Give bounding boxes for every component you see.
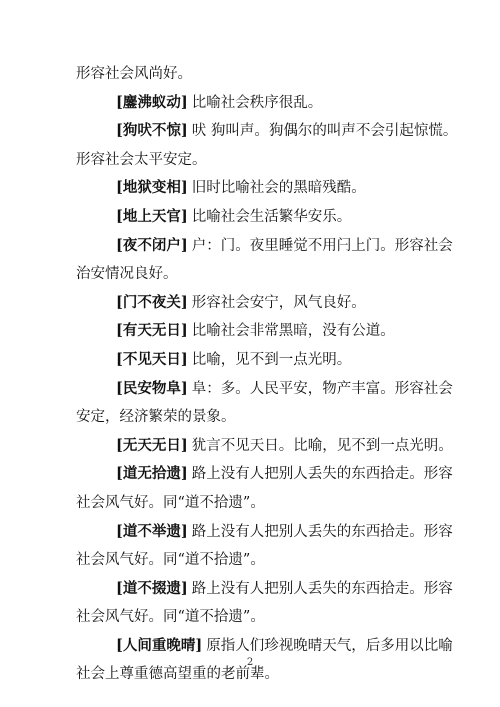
idiom-definition: 比喻社会非常黑暗，没有公道。 [191,323,395,340]
idiom-term: [ 民安物阜 ] [116,380,188,397]
idiom-term: [ 道不掇遗 ] [116,580,188,597]
idiom-definition: 比喻，见不到一点光明。 [191,351,352,368]
text-line: 治安情况良好。 [76,266,178,283]
text-line: 形容社会风尚好。 [76,66,192,82]
idiom-term: [ 地狱变相 ] [116,179,188,196]
idiom-definition: 犹言不见天日。比喻，见不到一点光明。 [191,437,453,454]
text-line: 社会风气好。同“道不拾遗”。 [76,494,265,511]
idiom-definition: 旧时比喻社会的黑暗残酷。 [191,180,366,197]
page-number: 2 [246,657,254,668]
idiom-entry [76,203,428,232]
text-line: 形容社会太平安定。 [76,151,207,168]
idiom-entry [76,460,453,489]
idiom-entry [76,232,453,261]
idiom-definition: 吠 狗叫声。狗偶尔的叫声不会引起惊慌。 [191,123,458,140]
idiom-term: [ 有天无日 ] [116,322,188,339]
document-body [76,60,458,689]
idiom-definition: 原指人们珍视晚晴天气，后多用以比喻 [206,637,453,654]
idiom-term: [ 夜不闭户 ] [116,237,188,254]
idiom-term: [ 道不举遗 ] [116,523,188,540]
text-line: 安定，经济繁荣的景象。 [76,409,236,426]
idiom-definition: 路上没有人把别人丢失的东西拾走。形容 [191,466,453,483]
idiom-definition: 户：门。夜里睡觉不用闩上门。形容社会 [191,237,453,254]
idiom-term: [ 地上天官 ] [116,208,188,225]
idiom-entry [76,317,428,346]
idiom-term: [ 无天无日 ] [116,437,188,454]
idiom-definition: 形容社会安宁，风气良好。 [191,294,366,311]
idiom-definition: 阜：多。人民平安，物产丰富。形容社会 [191,380,453,397]
idiom-entry [76,174,428,203]
idiom-term: [ 门不夜关 ] [116,294,188,311]
text-line: 社会风气好。同“道不拾遗”。 [76,609,265,626]
idiom-term: [ 狗吠不惊 ] [116,122,188,139]
idiom-entry [76,117,458,146]
idiom-definition: 路上没有人把别人丢失的东西拾走。形容 [191,523,453,540]
idiom-definition: 比喻社会秩序很乱。 [191,94,323,111]
idiom-term: [ 不见天日 ] [116,351,188,368]
idiom-entry [76,432,453,461]
idiom-term: [ 道无拾遗 ] [116,465,188,482]
idiom-entry [76,375,453,404]
idiom-entry [76,346,428,375]
idiom-definition: 比喻社会生活繁华安乐。 [191,208,352,225]
idiom-term: [ 鏖沸蚁动 ] [116,94,188,111]
idiom-entry [76,518,453,547]
idiom-entry [76,575,453,604]
idiom-definition: 路上没有人把别人丢失的东西拾走。形容 [191,580,453,597]
text-line: 社会上尊重德高望重的老前辈。 [76,666,279,683]
idiom-entry [76,89,428,118]
text-line: 社会风气好。同“道不拾遗”。 [76,552,265,569]
idiom-entry [76,289,428,318]
idiom-term: [ 人间重晚晴 ] [116,637,202,654]
